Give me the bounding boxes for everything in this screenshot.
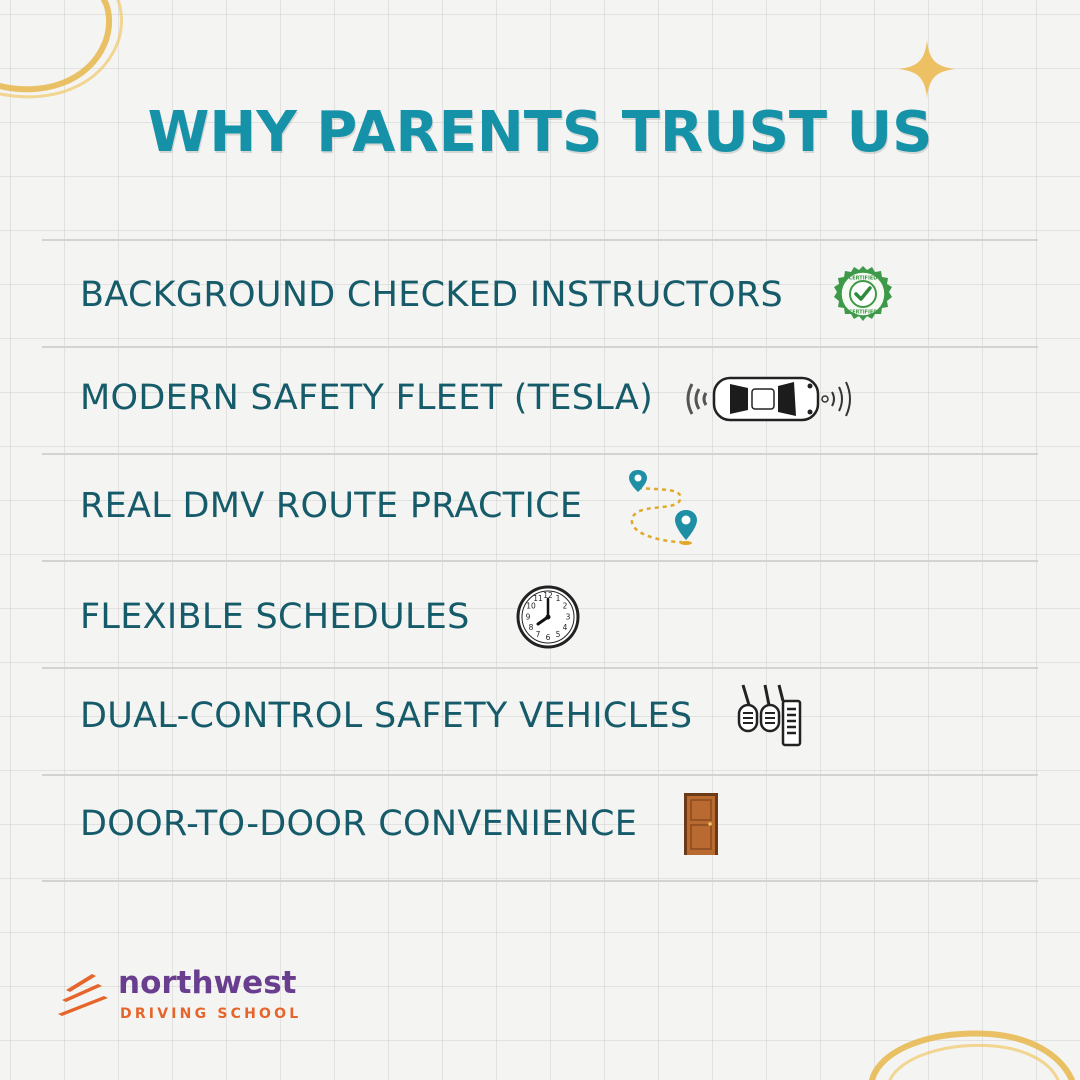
divider — [42, 346, 1038, 348]
brand-logo-icon — [58, 972, 108, 1020]
gold-swirl-bottom-right — [860, 1020, 1080, 1080]
divider — [42, 774, 1038, 776]
svg-text:5: 5 — [555, 630, 561, 639]
divider — [42, 453, 1038, 455]
trust-item-modern-fleet: MODERN SAFETY FLEET (TESLA) — [80, 378, 654, 418]
divider — [42, 239, 1038, 241]
svg-text:1: 1 — [555, 594, 561, 603]
svg-text:12: 12 — [543, 591, 553, 600]
svg-text:7: 7 — [535, 630, 541, 639]
svg-text:6: 6 — [545, 633, 551, 642]
divider — [42, 560, 1038, 562]
certified-badge-icon — [832, 264, 894, 326]
svg-text:CERTIFIED: CERTIFIED — [848, 309, 878, 316]
svg-text:8: 8 — [528, 623, 534, 632]
route-pins-icon — [622, 468, 702, 550]
car-sensor-icon — [682, 372, 858, 426]
svg-text:10: 10 — [526, 601, 536, 611]
sparkle-icon — [896, 38, 958, 100]
svg-text:4: 4 — [562, 623, 568, 632]
brand-name: northwest — [118, 965, 297, 1001]
door-icon — [683, 792, 719, 856]
trust-item-door-to-door: DOOR-TO-DOOR CONVENIENCE — [80, 804, 638, 844]
pedals-icon — [735, 683, 805, 749]
divider — [42, 667, 1038, 669]
svg-text:9: 9 — [525, 612, 531, 622]
svg-text:CERTIFIED: CERTIFIED — [848, 275, 878, 282]
page-title: WHY PARENTS TRUST US — [147, 100, 933, 165]
gold-swirl-top-left — [0, 0, 140, 110]
trust-item-dual-control: DUAL-CONTROL SAFETY VEHICLES — [80, 696, 693, 736]
svg-text:3: 3 — [565, 612, 571, 622]
brand-subtitle: DRIVING SCHOOL — [120, 1006, 302, 1022]
clock-icon — [515, 584, 581, 650]
svg-text:2: 2 — [562, 601, 568, 611]
trust-item-background-checked: BACKGROUND CHECKED INSTRUCTORS — [80, 275, 783, 315]
trust-item-flexible-schedules: FLEXIBLE SCHEDULES — [80, 597, 470, 637]
svg-text:11: 11 — [533, 594, 543, 603]
divider — [42, 880, 1038, 882]
trust-item-dmv-route: REAL DMV ROUTE PRACTICE — [80, 486, 583, 526]
